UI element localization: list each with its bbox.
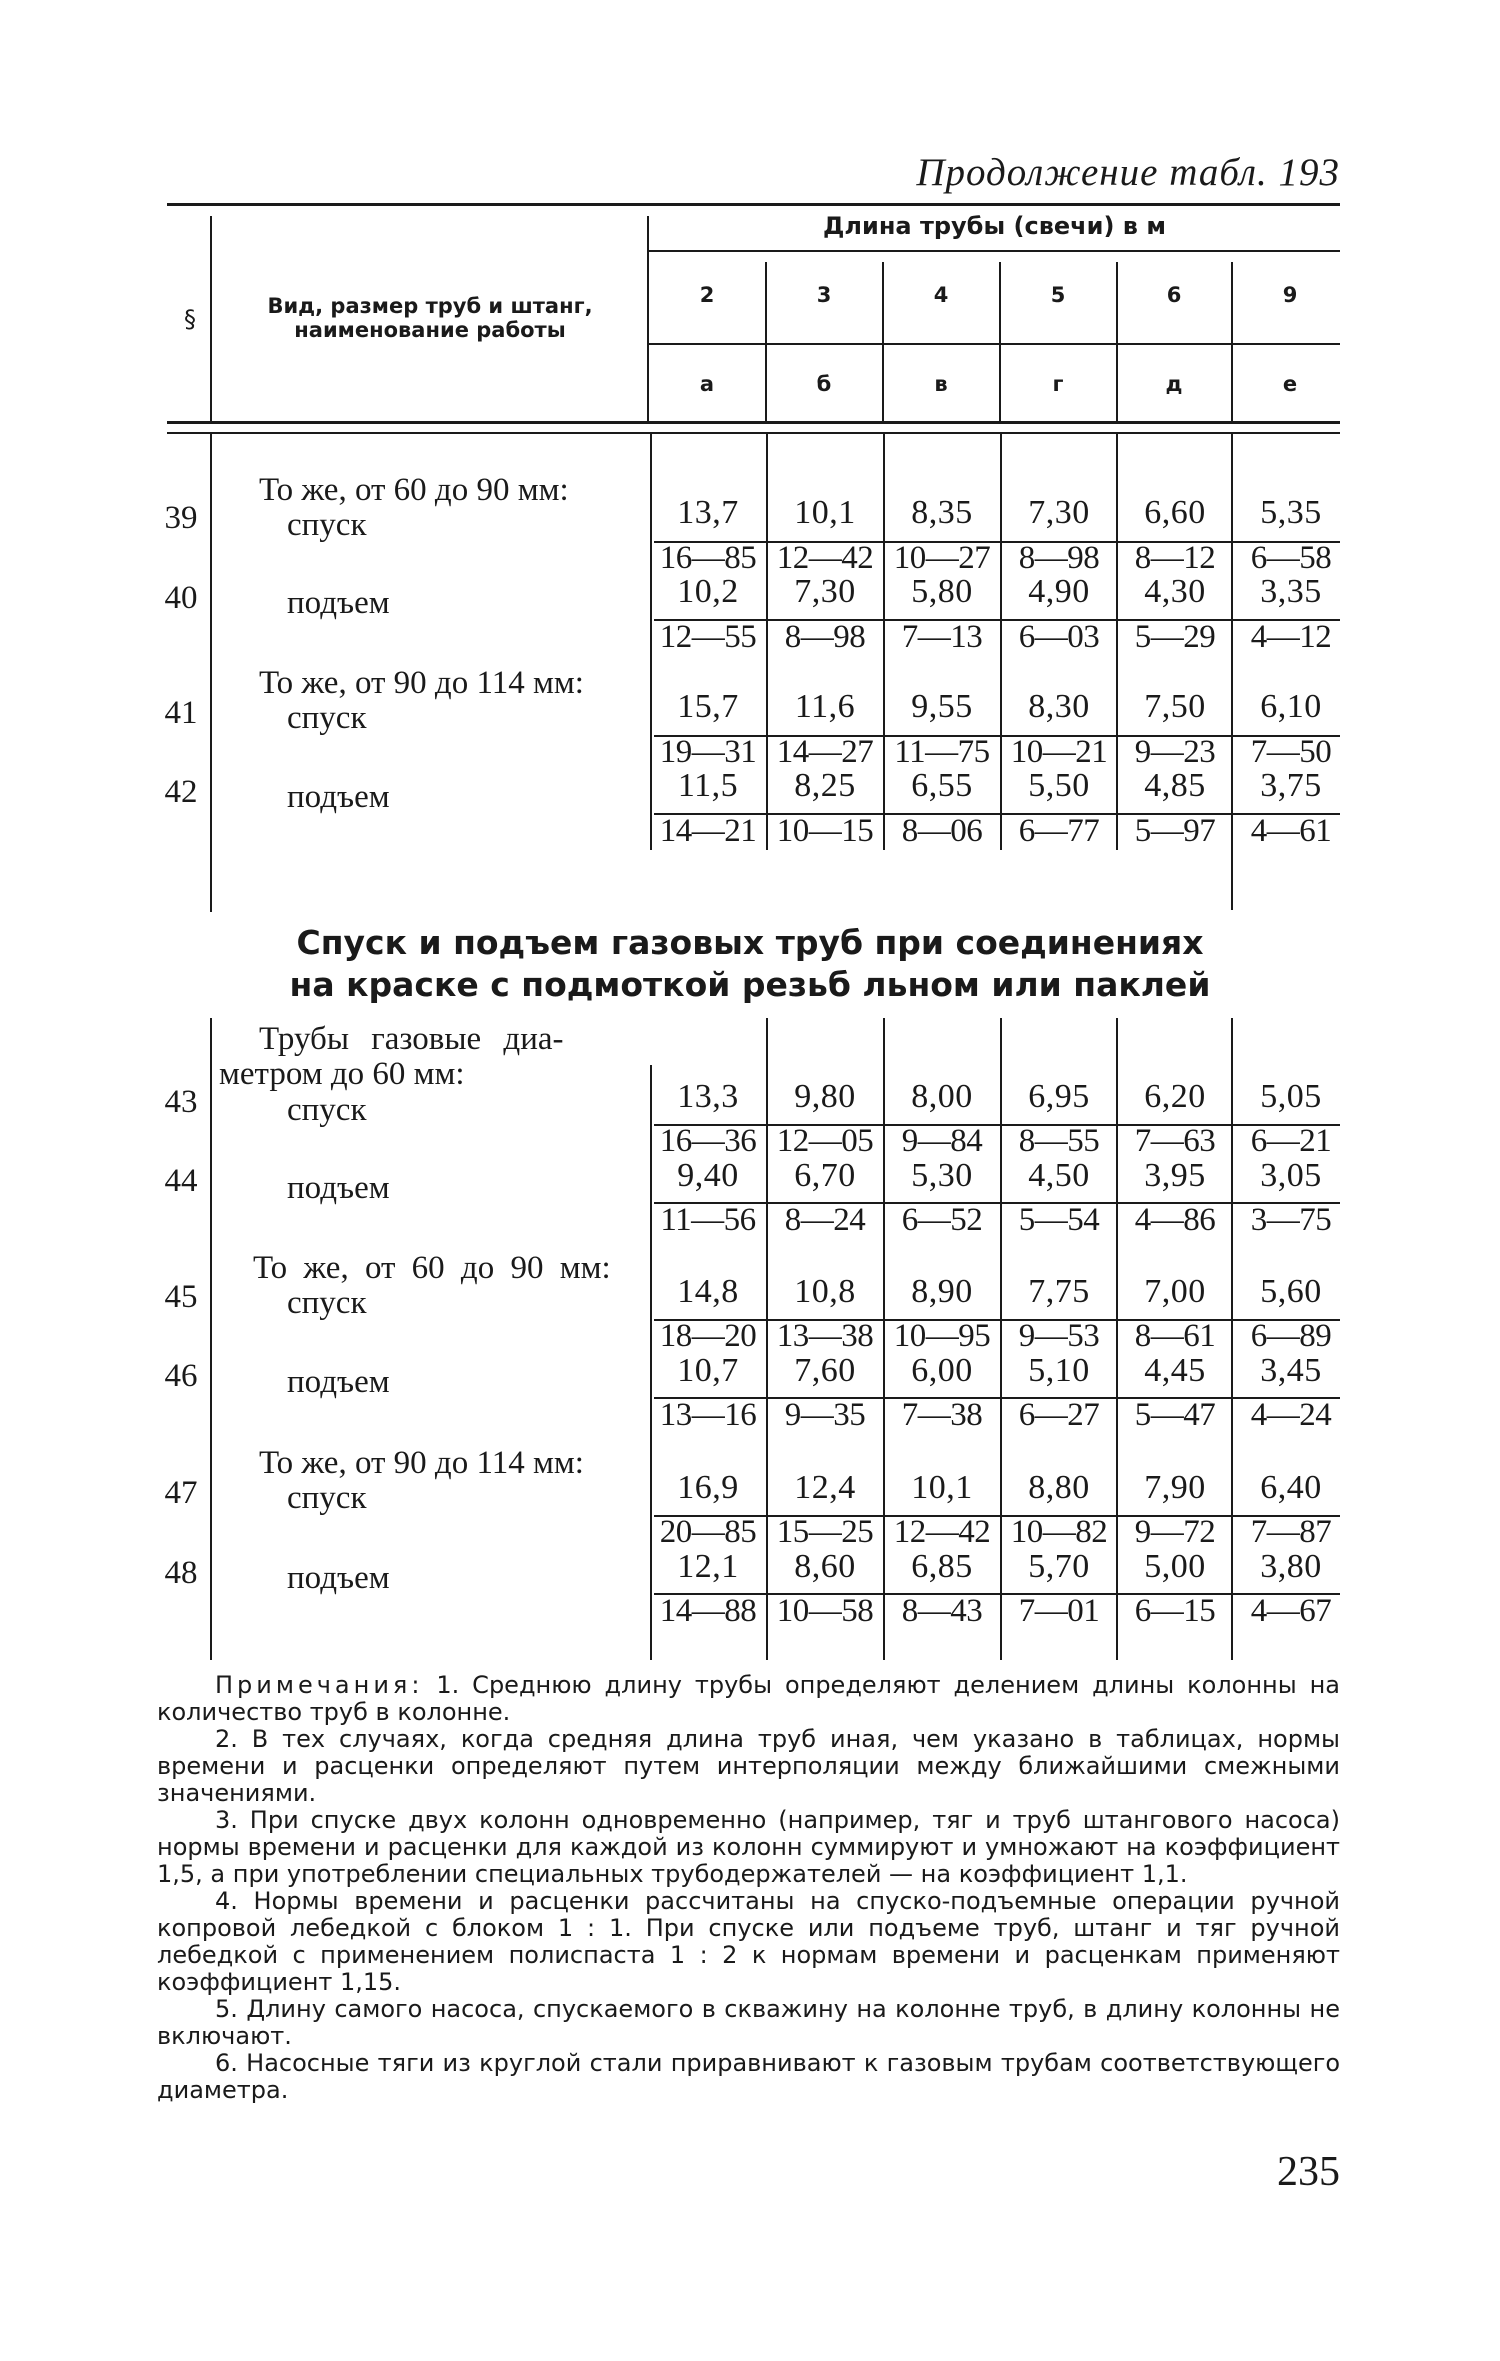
note-item: 4. Нормы времени и расценки рассчитаны на спуско-подъемные операции ручной копровой лебедкой с блоком 1 : 1. При спуске или подъеме труб, штанг и тяг ручной лебедкой с применением полиспаста 1 : 2 к нормам времени и расценкам применяют коэффициент 1,15. (157, 1887, 1340, 1996)
time-norm-cell: 7,30 (1028, 494, 1090, 531)
time-norm-cell: 5,05 (1260, 1078, 1322, 1115)
section-col-divider (210, 216, 212, 424)
row-label: То же, от 90 до 114 мм: (259, 665, 584, 701)
time-norm-cell: 9,40 (677, 1157, 739, 1194)
col-divider (883, 434, 885, 850)
rate-cell: 8—98 (784, 619, 866, 655)
time-norm-cell: 11,5 (677, 767, 739, 804)
time-norm-cell: 13,3 (677, 1078, 739, 1115)
rate-cell: 6—21 (1250, 1123, 1332, 1159)
table-top-rule (167, 203, 1340, 206)
time-norm-cell: 4,45 (1144, 1352, 1206, 1389)
section-number: 40 (164, 580, 198, 616)
rate-cell: 6—03 (1018, 619, 1100, 655)
length-header: 4 (933, 283, 949, 307)
row-label: То же, от 60 до 90 мм: (259, 472, 569, 508)
rate-cell: 6—58 (1250, 540, 1332, 576)
time-norm-cell: 12,1 (677, 1548, 739, 1585)
row-label: спуск (287, 1285, 367, 1321)
time-norm-cell: 13,7 (677, 494, 739, 531)
col-divider (883, 1018, 885, 1660)
header-bottom-rule (167, 421, 1340, 424)
time-norm-cell: 8,30 (1028, 688, 1090, 725)
rate-cell: 9—53 (1018, 1318, 1100, 1354)
rate-cell: 8—55 (1018, 1123, 1100, 1159)
time-norm-cell: 10,8 (794, 1273, 856, 1310)
rate-cell: 12—55 (659, 619, 757, 655)
rate-cell: 8—43 (901, 1593, 983, 1629)
rate-cell: 6—77 (1018, 813, 1100, 849)
time-norm-cell: 9,55 (911, 688, 973, 725)
letter-header: б (816, 372, 832, 396)
col-divider (1000, 434, 1002, 850)
time-norm-cell: 6,10 (1260, 688, 1322, 725)
rate-cell: 13—38 (776, 1318, 874, 1354)
time-norm-cell: 8,60 (794, 1548, 856, 1585)
col-divider (1231, 434, 1233, 910)
time-norm-cell: 16,9 (677, 1469, 739, 1506)
body-top-rule (167, 432, 1340, 434)
rate-cell: 4—24 (1250, 1397, 1332, 1433)
rate-cell: 6—89 (1250, 1318, 1332, 1354)
notes-heading: Примечания: (215, 1671, 424, 1699)
row-label: подъем (287, 1170, 390, 1206)
rate-cell: 7—38 (901, 1397, 983, 1433)
rate-cell: 14—21 (659, 813, 757, 849)
time-norm-cell: 8,25 (794, 767, 856, 804)
section-number: 47 (164, 1475, 198, 1511)
rate-cell: 6—15 (1134, 1593, 1216, 1629)
time-norm-cell: 10,1 (911, 1469, 973, 1506)
col-divider (766, 1018, 768, 1660)
time-norm-cell: 9,80 (794, 1078, 856, 1115)
rate-cell: 8—24 (784, 1202, 866, 1238)
rate-cell: 11—56 (660, 1202, 756, 1238)
note-item: 2. В тех случаях, когда средняя длина труб иная, чем указано в таблицах, нормы времени и расценки определяют путем интерполяции между ближайшими смежными значениями. (157, 1725, 1340, 1807)
time-norm-cell: 7,30 (794, 573, 856, 610)
rate-cell: 9—35 (784, 1397, 866, 1433)
time-norm-cell: 3,95 (1144, 1157, 1206, 1194)
rate-cell: 10—21 (1010, 734, 1108, 770)
time-norm-cell: 5,70 (1028, 1548, 1090, 1585)
rate-cell: 6—27 (1018, 1397, 1100, 1433)
row-label: спуск (287, 1092, 367, 1128)
rate-cell: 14—27 (776, 734, 874, 770)
note-item: 6. Насосные тяги из круглой стали приравнивают к газовым трубам соответствующего диаметра. (157, 2049, 1340, 2104)
time-norm-cell: 10,1 (794, 494, 856, 531)
time-norm-cell: 6,85 (911, 1548, 973, 1585)
time-norm-cell: 14,8 (677, 1273, 739, 1310)
rate-cell: 10—27 (893, 540, 991, 576)
time-norm-cell: 4,50 (1028, 1157, 1090, 1194)
rate-cell: 4—67 (1250, 1593, 1332, 1629)
group-title-rule (649, 250, 1340, 252)
time-norm-cell: 3,75 (1260, 767, 1322, 804)
rate-cell: 13—16 (659, 1397, 757, 1433)
time-norm-cell: 5,60 (1260, 1273, 1322, 1310)
section-number: 44 (164, 1163, 198, 1199)
section-col-header: § (184, 305, 196, 333)
rate-cell: 10—58 (776, 1593, 874, 1629)
row-label: То же, от 90 до 114 мм: (259, 1445, 584, 1481)
time-norm-cell: 3,45 (1260, 1352, 1322, 1389)
time-norm-cell: 4,90 (1028, 573, 1090, 610)
time-norm-cell: 5,10 (1028, 1352, 1090, 1389)
rate-cell: 7—13 (901, 619, 983, 655)
rate-cell: 19—31 (659, 734, 757, 770)
notes-section (157, 1672, 1340, 2104)
row-label: метром до 60 мм: (219, 1056, 465, 1092)
rate-cell: 8—98 (1018, 540, 1100, 576)
letter-header: г (1052, 372, 1064, 396)
rate-cell: 20—85 (659, 1514, 757, 1550)
rate-cell: 16—85 (659, 540, 757, 576)
note-text: 1. Среднюю длину трубы определяют делением длины колонны на количество труб в колонне. (157, 1671, 1340, 1726)
rate-cell: 18—20 (659, 1318, 757, 1354)
rate-cell: 5—54 (1018, 1202, 1100, 1238)
time-norm-cell: 5,80 (911, 573, 973, 610)
rate-cell: 8—12 (1134, 540, 1216, 576)
group-title: Длина трубы (свечи) в м (823, 212, 1166, 240)
time-norm-cell: 6,20 (1144, 1078, 1206, 1115)
row-label: Трубы газовые диа- (259, 1021, 564, 1057)
section-number: 39 (164, 500, 198, 536)
section-number: 48 (164, 1555, 198, 1591)
col-divider (766, 434, 768, 850)
time-norm-cell: 6,55 (911, 767, 973, 804)
rate-cell: 7—50 (1250, 734, 1332, 770)
note-item (157, 1672, 1340, 1726)
rate-cell: 7—87 (1250, 1514, 1332, 1550)
rate-cell: 11—75 (894, 734, 990, 770)
rate-cell: 4—61 (1250, 813, 1332, 849)
section-col-divider (210, 434, 212, 912)
rate-cell: 3—75 (1250, 1202, 1332, 1238)
time-norm-cell: 6,60 (1144, 494, 1206, 531)
letter-header: а (699, 372, 715, 396)
section-number: 43 (164, 1084, 198, 1120)
time-norm-cell: 10,7 (677, 1352, 739, 1389)
letter-header: в (934, 372, 948, 396)
time-norm-cell: 6,00 (911, 1352, 973, 1389)
note-item: 3. При спуске двух колонн одновременно (например, тяг и труб штангового насоса) нормы времени и расценки для каждой из колонн суммируют и умножают на коэффициент 1,5, а при употреблении специальных трубодержателей — на коэффициент 1,1. (157, 1806, 1340, 1888)
rate-cell: 4—12 (1250, 619, 1332, 655)
row-label: спуск (287, 507, 367, 543)
time-norm-cell: 5,30 (911, 1157, 973, 1194)
rate-cell: 7—01 (1018, 1593, 1100, 1629)
col-divider (1231, 1018, 1233, 1660)
rate-cell: 5—47 (1134, 1397, 1216, 1433)
section-subheading (0, 922, 1500, 1006)
rate-cell: 8—06 (901, 813, 983, 849)
length-header: 9 (1282, 283, 1298, 307)
time-norm-cell: 4,85 (1144, 767, 1206, 804)
time-norm-cell: 4,30 (1144, 573, 1206, 610)
time-norm-cell: 3,35 (1260, 573, 1322, 610)
time-norm-cell: 7,90 (1144, 1469, 1206, 1506)
rate-cell: 9—72 (1134, 1514, 1216, 1550)
continuation-header: Продолжение табл. 193 (916, 151, 1340, 194)
rate-cell: 12—05 (776, 1123, 874, 1159)
time-norm-cell: 15,7 (677, 688, 739, 725)
time-norm-cell: 10,2 (677, 573, 739, 610)
rate-cell: 14—88 (659, 1593, 757, 1629)
subheading-line: Спуск и подъем газовых труб при соединениях (296, 923, 1204, 962)
rate-cell: 5—97 (1134, 813, 1216, 849)
time-norm-cell: 6,70 (794, 1157, 856, 1194)
time-norm-cell: 7,00 (1144, 1273, 1206, 1310)
row-label: подъем (287, 585, 390, 621)
lengths-rule (649, 343, 1340, 345)
time-norm-cell: 5,35 (1260, 494, 1322, 531)
row-label: подъем (287, 779, 390, 815)
rate-cell: 15—25 (776, 1514, 874, 1550)
section-number: 41 (164, 695, 198, 731)
note-item: 5. Длину самого насоса, спускаемого в скважину на колонне труб, в длину колонны не включают. (157, 1995, 1340, 2050)
time-norm-cell: 3,05 (1260, 1157, 1322, 1194)
time-norm-cell: 7,50 (1144, 688, 1206, 725)
time-norm-cell: 3,80 (1260, 1548, 1322, 1585)
time-norm-cell: 6,95 (1028, 1078, 1090, 1115)
subheading-line: на краске с подмоткой резьб льном или паклей (289, 965, 1211, 1004)
length-header: 3 (816, 283, 832, 307)
page-number: 235 (1277, 2149, 1340, 2195)
rate-cell: 12—42 (893, 1514, 991, 1550)
row-label: спуск (287, 1480, 367, 1516)
time-norm-cell: 8,00 (911, 1078, 973, 1115)
time-norm-cell: 12,4 (794, 1469, 856, 1506)
section-number: 42 (164, 774, 198, 810)
length-header: 2 (699, 283, 715, 307)
row-label: подъем (287, 1364, 390, 1400)
rate-cell: 12—42 (776, 540, 874, 576)
length-header: 5 (1050, 283, 1066, 307)
rate-cell: 10—82 (1010, 1514, 1108, 1550)
rate-cell: 9—23 (1134, 734, 1216, 770)
name-col-header-line2: наименование работы (294, 318, 566, 342)
rate-cell: 6—52 (901, 1202, 983, 1238)
time-norm-cell: 8,35 (911, 494, 973, 531)
rate-cell: 10—95 (893, 1318, 991, 1354)
letter-header: д (1165, 372, 1183, 396)
row-label: подъем (287, 1560, 390, 1596)
time-norm-cell: 11,6 (794, 688, 856, 725)
time-norm-cell: 5,00 (1144, 1548, 1206, 1585)
rate-cell: 9—84 (901, 1123, 983, 1159)
section-col-divider (210, 1018, 212, 1660)
length-header: 6 (1166, 283, 1182, 307)
rate-cell: 7—63 (1134, 1123, 1216, 1159)
rate-cell: 10—15 (776, 813, 874, 849)
time-norm-cell: 6,40 (1260, 1469, 1322, 1506)
rate-cell: 5—29 (1134, 619, 1216, 655)
time-norm-cell: 8,90 (911, 1273, 973, 1310)
rate-cell: 4—86 (1134, 1202, 1216, 1238)
col-divider (1000, 1018, 1002, 1660)
section-number: 46 (164, 1358, 198, 1394)
row-label: спуск (287, 700, 367, 736)
letter-header: е (1282, 372, 1298, 396)
rate-cell: 16—36 (659, 1123, 757, 1159)
time-norm-cell: 7,75 (1028, 1273, 1090, 1310)
time-norm-cell: 7,60 (794, 1352, 856, 1389)
name-col-header-line1: Вид, размер труб и штанг, (267, 294, 593, 318)
col-divider (1116, 434, 1118, 850)
rate-cell: 8—61 (1134, 1318, 1216, 1354)
time-norm-cell: 5,50 (1028, 767, 1090, 804)
section-number: 45 (164, 1279, 198, 1315)
time-norm-cell: 8,80 (1028, 1469, 1090, 1506)
col-divider (1116, 1018, 1118, 1660)
row-label: То же, от 60 до 90 мм: (253, 1250, 611, 1286)
